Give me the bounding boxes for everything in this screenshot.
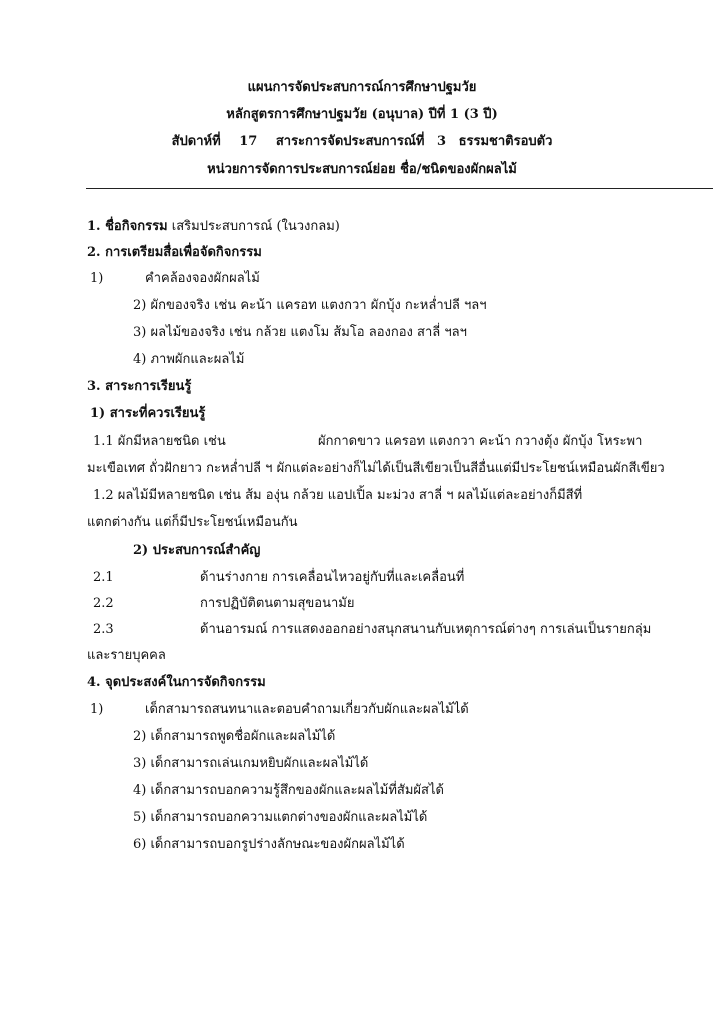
page-title: แผนการจัดประสบการณ์การศึกษาปฐมวัย	[247, 80, 477, 95]
curriculum-title: หลักสูตรการศึกษาปฐมวัย (อนุบาล) ปีที่ 1 (3 ปี)	[226, 107, 498, 122]
section-4-label: 4. จุดประสงค์ในการจัดกิจกรรม	[87, 675, 266, 690]
vegetables-list: ผักกาดขาว แครอท แตงกวา คะน้า กวางตุ้ง ผักบุ้ง โหระพา	[318, 434, 643, 449]
experience-2-3: ด้านอารมณ์ การแสดงออกอย่างสนุกสนานกับเหตุการณ์ต่างๆ การเล่นเป็นรายกลุ่ม	[200, 622, 652, 637]
topic-name: ธรรมชาติรอบตัว	[458, 134, 553, 149]
week-number: 17	[239, 134, 258, 149]
week-label: สัปดาห์ที่	[171, 134, 221, 149]
objective-1-number: 1)	[90, 702, 104, 717]
objective-1: เด็กสามารถสนทนาและตอบคำถามเกี่ยวกับผักและผลไม้ได้	[145, 702, 469, 717]
vegetables-intro: 1.1 ผักมีหลายชนิด เช่น	[93, 434, 226, 449]
media-item-4: 4) ภาพผักและผลไม้	[133, 352, 245, 367]
media-item-3: 3) ผลไม้ของจริง เช่น กล้วย แตงโม ส้มโอ ลองกอง สาลี่ ฯลฯ	[133, 325, 467, 340]
experience-2-2-number: 2.2	[93, 596, 114, 611]
media-item-2: 2) ผักของจริง เช่น คะน้า แครอท แตงกวา ผักบุ้ง กะหล่ำปลี ฯลฯ	[133, 298, 487, 313]
header-divider	[86, 188, 713, 189]
section-3-label: 3. สาระการเรียนรู้	[87, 379, 192, 394]
activity-name: เสริมประสบการณ์ (ในวงกลม)	[171, 219, 340, 234]
learning-content-heading: 1) สาระที่ควรเรียนรู้	[90, 406, 206, 421]
objective-4: 4) เด็กสามารถบอกความรู้สึกของผักและผลไม้ที่สัมผัสได้	[133, 783, 444, 798]
key-experience-heading: 2) ประสบการณ์สำคัญ	[133, 543, 261, 558]
fruits-continued: แตกต่างกัน แต่ก็มีประโยชน์เหมือนกัน	[87, 515, 298, 530]
fruits-paragraph: 1.2 ผลไม้มีหลายชนิด เช่น ส้ม องุ่น กล้วย แอปเปิ้ล มะม่วง สาลี่ ฯ ผลไม้แต่ละอย่างก็มีสีที่	[93, 488, 583, 503]
experience-2-1-number: 2.1	[93, 570, 114, 585]
experience-2-3-number: 2.3	[93, 622, 114, 637]
topic-number: 3	[436, 134, 447, 149]
vegetables-continued: มะเขือเทศ ถั่วฝักยาว กะหล่ำปลี ฯ ผักแต่ละอย่างก็ไม่ได้เป็นสีเขียวเป็นสีอื่นแต่มีประโยชน์เหมือนผักสีเขียว	[87, 461, 665, 476]
objective-2: 2) เด็กสามารถพูดชื่อผักและผลไม้ได้	[133, 729, 336, 744]
section-1-label: 1. ชื่อกิจกรรม	[87, 219, 168, 234]
objective-3: 3) เด็กสามารถเล่นเกมหยิบผักและผลไม้ได้	[133, 756, 369, 771]
section-2-label: 2. การเตรียมสื่อเพื่อจัดกิจกรรม	[87, 245, 262, 260]
experience-2-1: ด้านร่างกาย การเคลื่อนไหวอยู่กับที่และเคลื่อนที่	[200, 570, 465, 585]
media-item-1-number: 1)	[90, 271, 104, 286]
week-topic-line	[0, 134, 724, 150]
experience-2-3-continued: และรายบุคคล	[87, 648, 166, 663]
objective-5: 5) เด็กสามารถบอกความแตกต่างของผักและผลไม้ได้	[133, 810, 428, 825]
topic-label: สาระการจัดประสบการณ์ที่	[275, 134, 425, 149]
objective-6: 6) เด็กสามารถบอกรูปร่างลักษณะของผักผลไม้ได้	[133, 837, 405, 852]
experience-2-2: การปฏิบัติตนตามสุขอนามัย	[200, 596, 355, 611]
unit-title: หน่วยการจัดการประสบการณ์ย่อย ชื่อ/ชนิดของผักผลไม้	[207, 162, 517, 177]
section-1	[87, 219, 340, 235]
media-item-1: คำคล้องจองผักผลไม้	[145, 271, 260, 286]
